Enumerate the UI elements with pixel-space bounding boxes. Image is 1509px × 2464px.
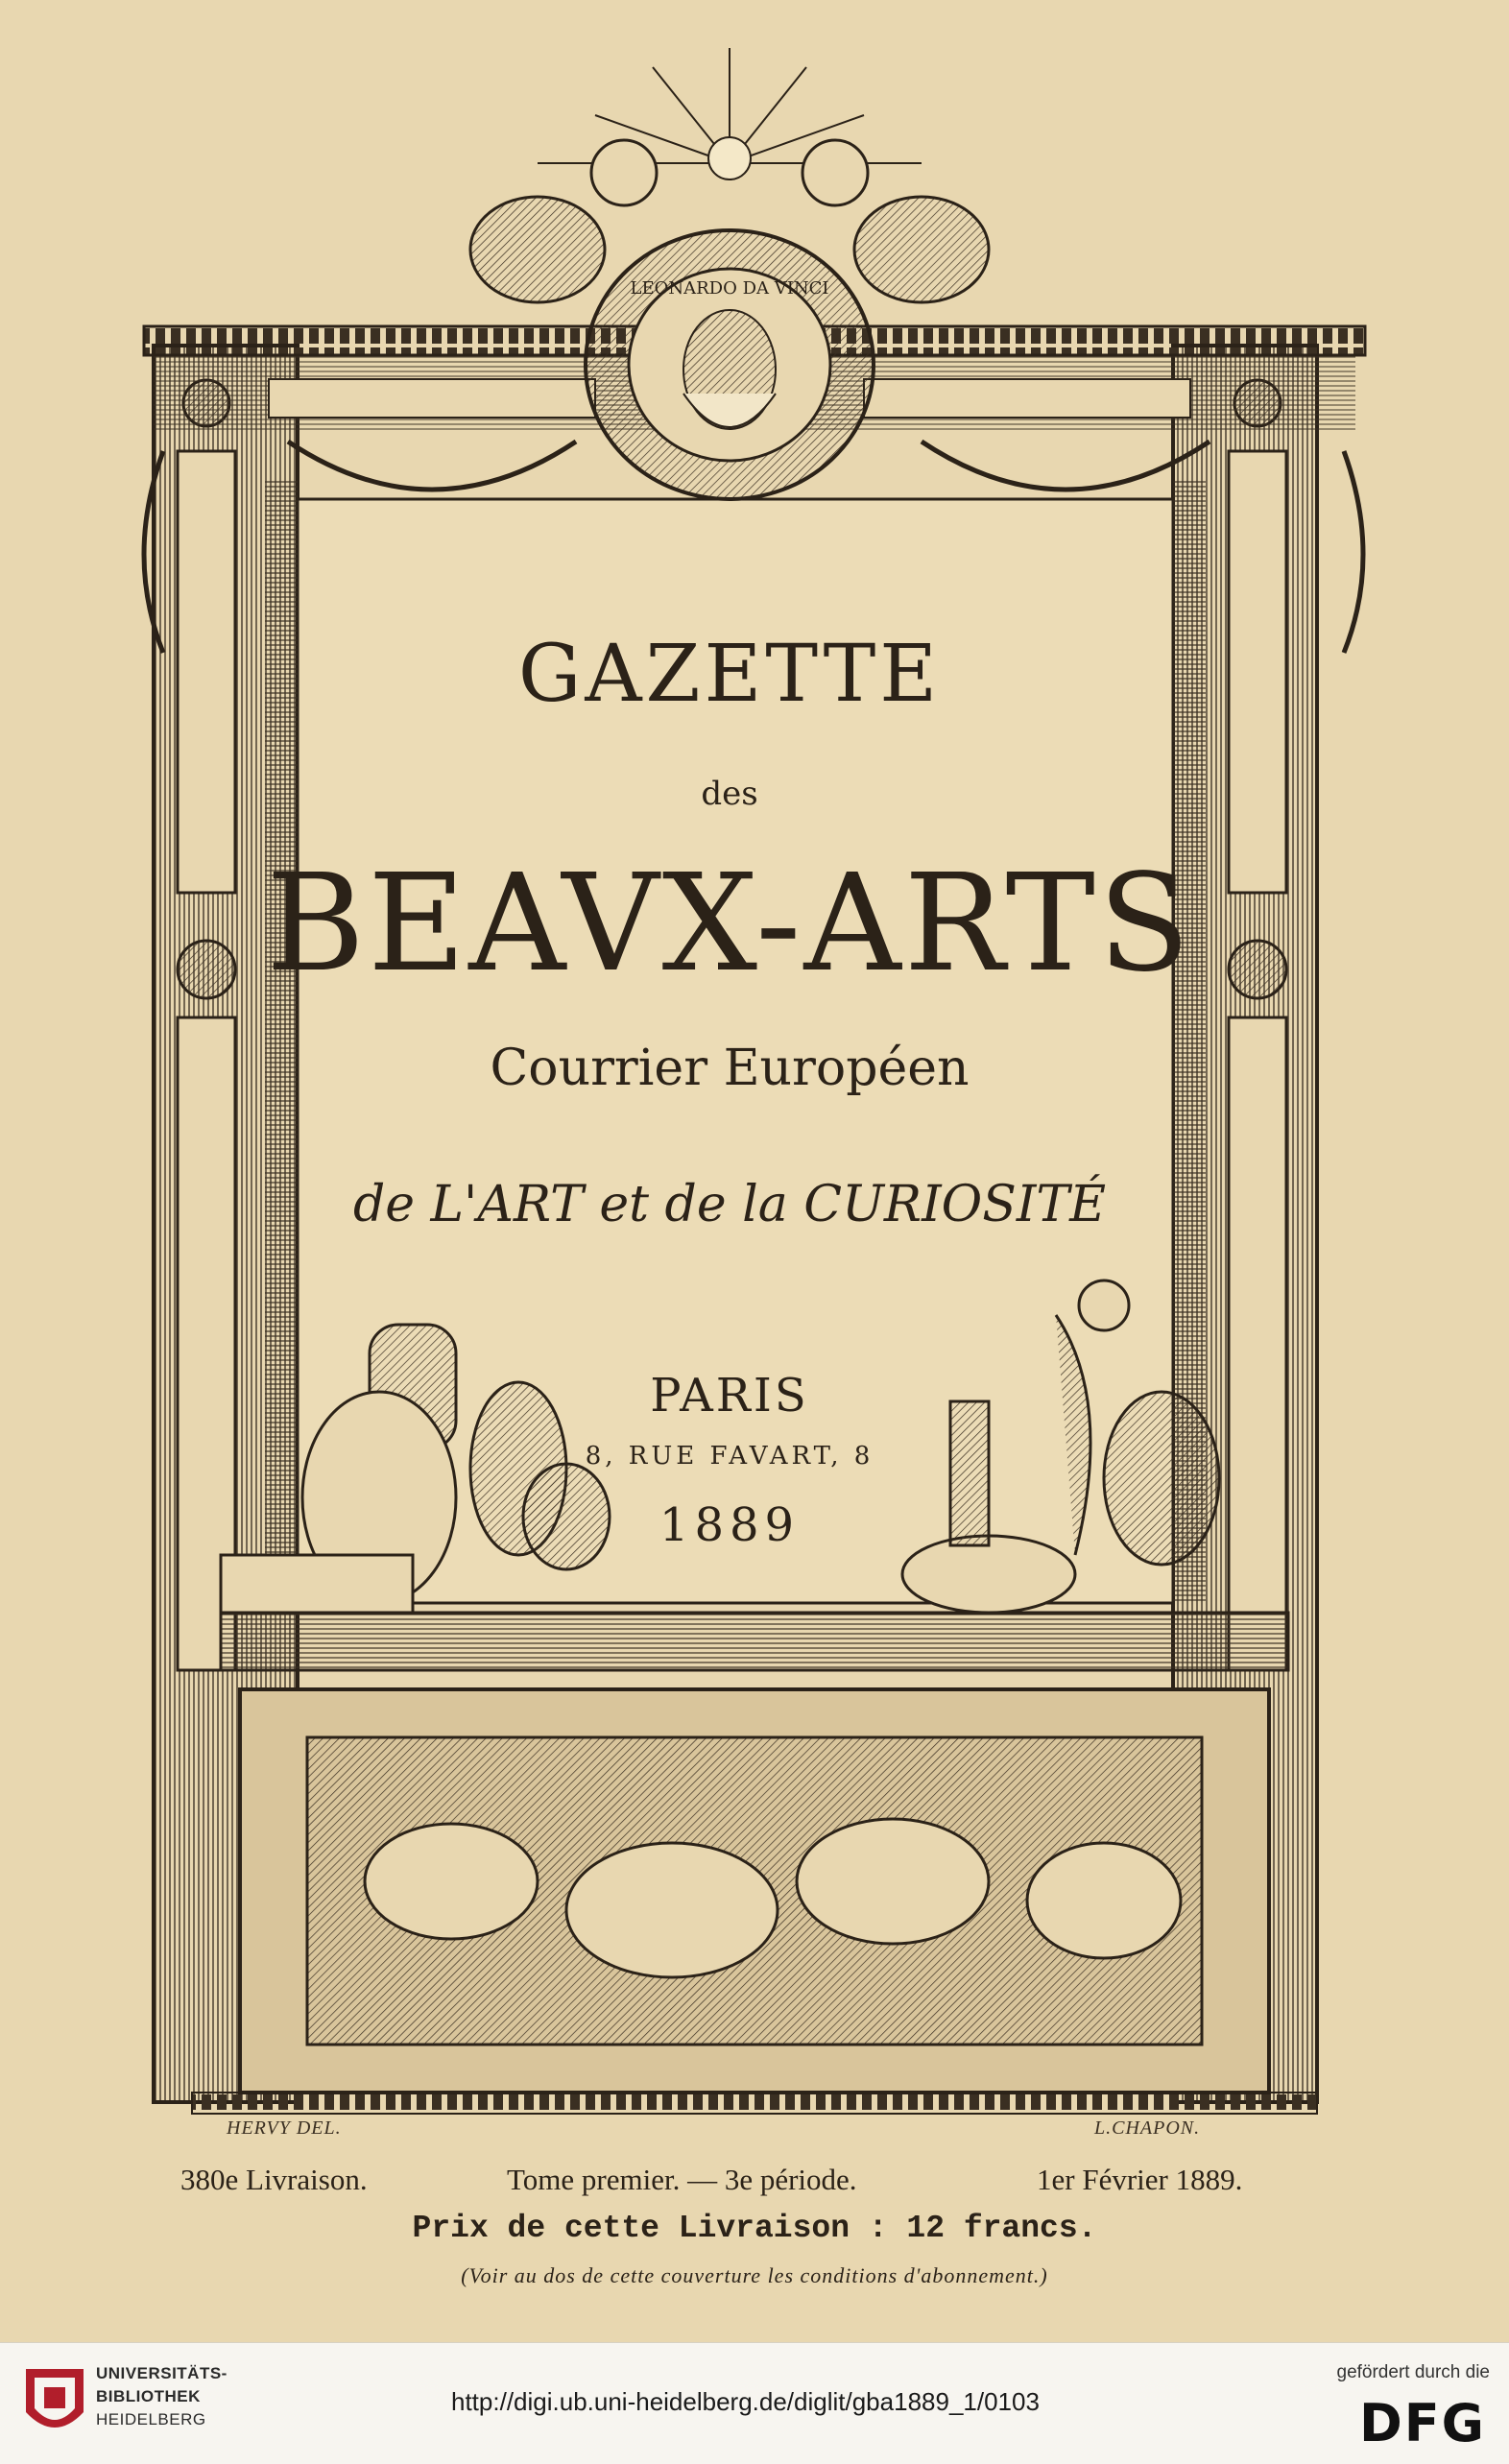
price-line: Prix de cette Livraison : 12 francs. <box>412 2211 1097 2246</box>
library-name-line1: UNIVERSITÄTS- <box>96 2364 228 2382</box>
subtitle-courrier: Courrier Européen <box>490 1040 970 1097</box>
source-url-link[interactable]: http://digi.ub.uni-heidelberg.de/diglit/gba1889_1/0103 <box>451 2387 1040 2416</box>
library-name-line3: HEIDELBERG <box>96 2410 206 2428</box>
ledge <box>221 1613 1288 1670</box>
title-beaux-arts: BEAVX-ARTS <box>266 846 1193 1002</box>
year: 1889 <box>659 1498 801 1552</box>
address: 8, RUE FAVART, 8 <box>585 1442 874 1471</box>
funding-label: gefördert durch die <box>1336 2362 1490 2382</box>
sun-icon <box>708 137 751 179</box>
library-name-line2: BIBLIOTHEK <box>96 2387 201 2405</box>
subscription-note: (Voir au dos de cette couverture les conditions d'abonnement.) <box>461 2263 1048 2287</box>
signature-right: L.CHAPON. <box>1094 2117 1201 2139</box>
leonardo-medallion <box>586 230 874 499</box>
city: PARIS <box>650 1369 809 1423</box>
title-gazette: GAZETTE <box>517 629 942 720</box>
base-molding <box>192 2093 1317 2114</box>
digitization-footer <box>0 2342 1509 2464</box>
livraison-number: 380e Livraison. <box>180 2163 368 2196</box>
tome-periode: Tome premier. — 3e période. <box>507 2163 857 2196</box>
university-seal-icon <box>21 2364 88 2445</box>
subtitle-art-curiosite: de L'ART et de la CURIOSITÉ <box>352 1176 1107 1233</box>
panel-left-molding <box>265 480 298 1603</box>
issue-date: 1er Février 1889. <box>1037 2163 1243 2196</box>
medallion-inscription: LEONARDO DA VINCI <box>630 278 829 299</box>
signature-left: HERVY DEL. <box>227 2117 342 2139</box>
title-des: des <box>701 775 758 813</box>
horse-relief-panel <box>240 1689 1269 2093</box>
dfg-logo: DFG <box>1358 2393 1486 2453</box>
